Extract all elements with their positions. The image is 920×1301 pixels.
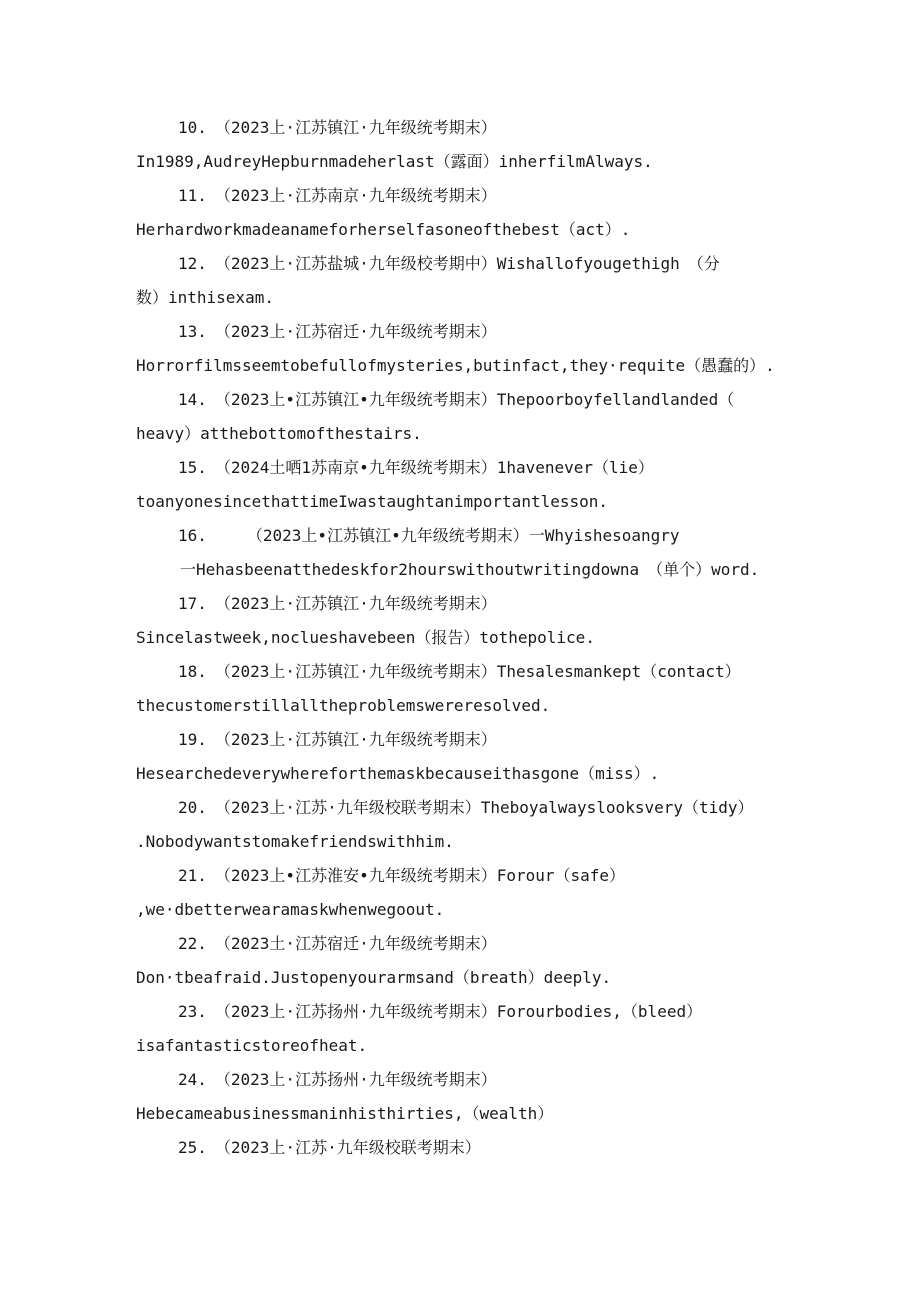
question-25-header: 25. （2023上·江苏·九年级校联考期末）	[178, 1138, 481, 1157]
question-22-header: 22. （2023土·江苏宿迁·九年级统考期末）	[178, 934, 497, 953]
question-14-text: heavy）atthebottomofthestairs.	[136, 424, 422, 443]
question-12-text: 数）inthisexam.	[136, 288, 274, 307]
question-15-header: 15. （2024土哂1苏南京•九年级统考期末）1havenever（lie）	[178, 458, 654, 477]
question-21-header: 21. （2023上•江苏淮安•九年级统考期末）Forour（safe）	[178, 866, 626, 885]
question-19-text: Hesearchedeverywhereforthemaskbecauseithasgone（miss）.	[136, 764, 660, 783]
question-11-header: 11. （2023上·江苏南京·九年级统考期末）	[178, 186, 497, 205]
question-13-header: 13. （2023上·江苏宿迁·九年级统考期末）	[178, 322, 497, 341]
question-11-text: Herhardworkmadeanameforherselfasoneofthebest（act）.	[136, 220, 631, 239]
question-14-header: 14. （2023上•江苏镇江•九年级统考期末）Thepoorboyfellandlanded（	[178, 390, 735, 409]
question-19-header: 19. （2023上·江苏镇江·九年级统考期末）	[178, 730, 497, 749]
question-12-header: 12. （2023上·江苏盐城·九年级校考期中）Wishallofyougethigh （分	[178, 254, 720, 273]
question-10-header: 10. （2023上·江苏镇江·九年级统考期末）	[178, 118, 497, 137]
question-18-text: thecustomerstillalltheproblemswereresolved.	[136, 696, 551, 715]
question-21-text: ,we·dbetterwearamaskwhenwegoout.	[136, 900, 445, 919]
question-16-header: 16. （2023上•江苏镇江•九年级统考期末）一Whyishesoangry	[178, 526, 680, 545]
question-22-text: Don·tbeafraid.Justopenyourarmsand（breath）deeply.	[136, 968, 612, 987]
question-13-text: Horrorfilmsseemtobefullofmysteries,butinfact,they·requite（愚蠢的）.	[136, 356, 775, 375]
question-20-header: 20. （2023上·江苏·九年级校联考期末）Theboyalwayslooksvery（tidy）	[178, 798, 754, 817]
question-24-header: 24. （2023上·江苏扬州·九年级统考期末）	[178, 1070, 497, 1089]
question-10-text: In1989,AudreyHepburnmadeherlast（露面）inherfilmAlways.	[136, 152, 653, 171]
question-23-header: 23. （2023上·江苏扬州·九年级统考期末）Forourbodies,（bleed）	[178, 1002, 703, 1021]
question-18-header: 18. （2023上·江苏镇江·九年级统考期末）Thesalesmankept（contact）	[178, 662, 741, 681]
question-17-header: 17. （2023上·江苏镇江·九年级统考期末）	[178, 594, 497, 613]
question-17-text: Sincelastweek,noclueshavebeen（报告）tothepolice.	[136, 628, 595, 647]
question-20-text: .Nobodywantstomakefriendswithhim.	[136, 832, 454, 851]
question-16-text: 一Hehasbeenatthedeskfor2hourswithoutwritingdowna （单个）word.	[180, 560, 760, 579]
question-15-text: toanyonesincethattimeIwastaughtanimportantlesson.	[136, 492, 609, 511]
question-23-text: isafantasticstoreofheat.	[136, 1036, 368, 1055]
question-24-text: Hebecameabusinessmaninhisthirties,（wealth）	[136, 1104, 554, 1123]
